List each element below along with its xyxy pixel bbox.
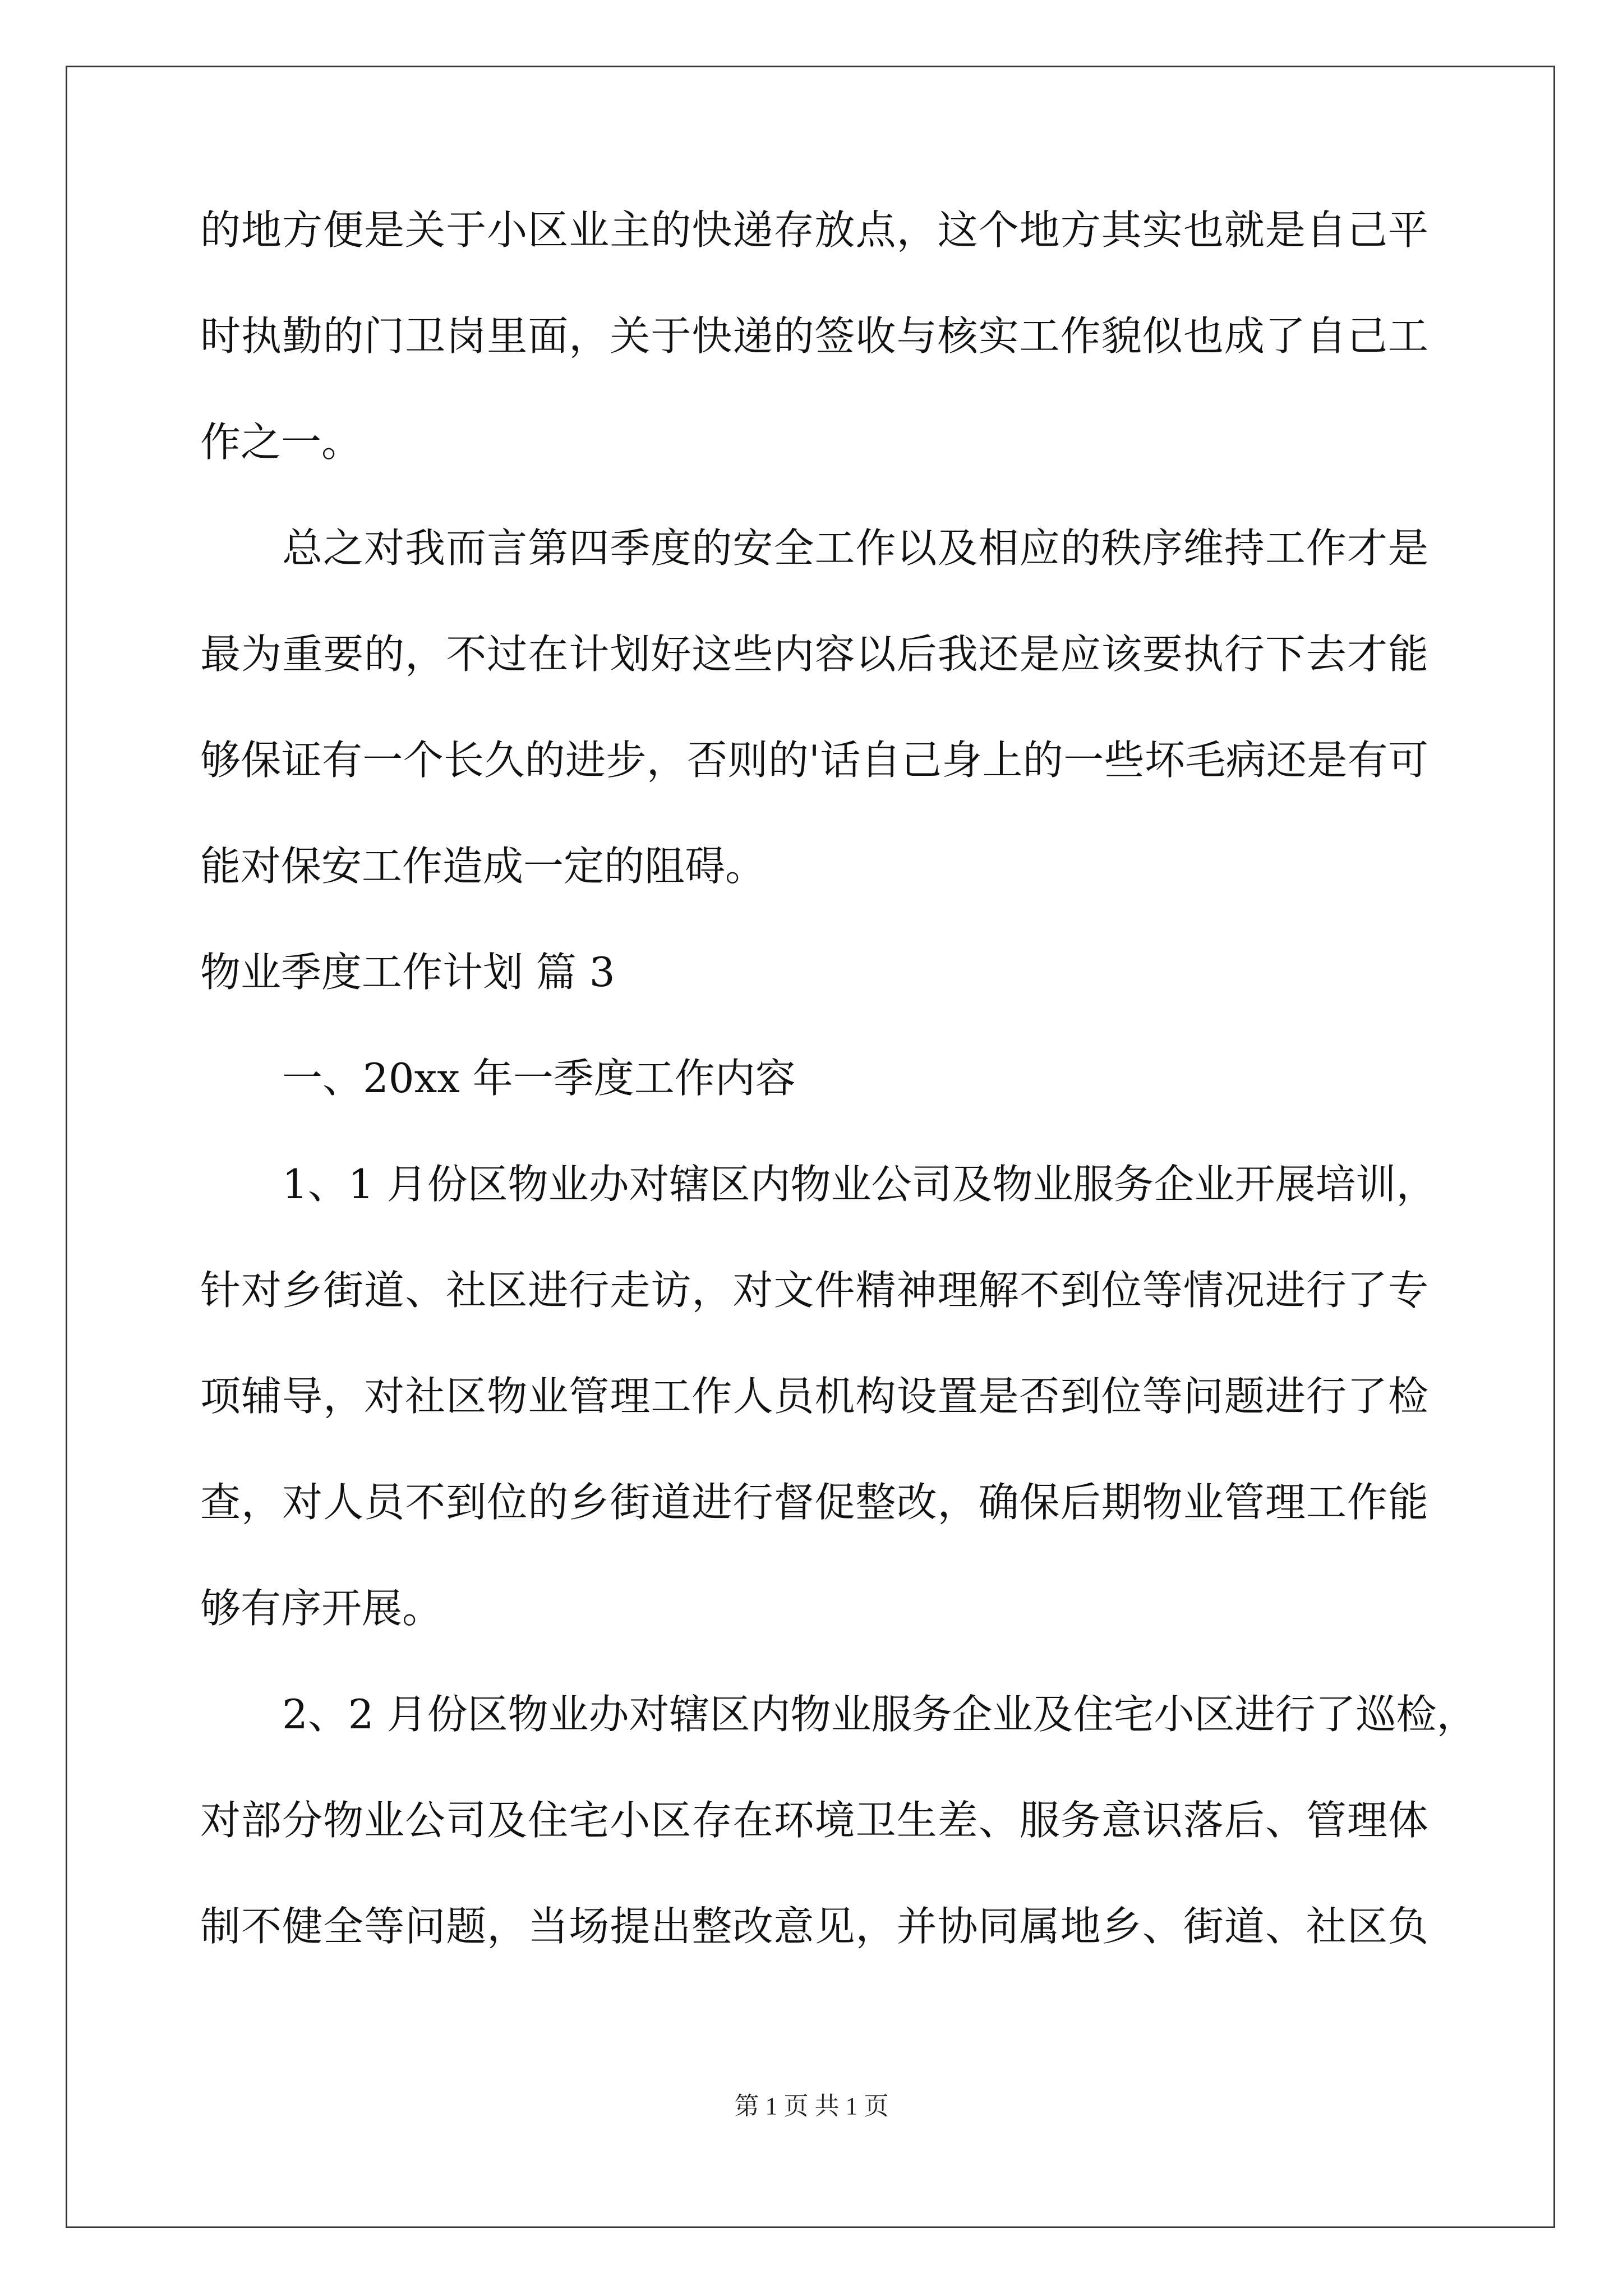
text-line: 够有序开展。	[200, 1585, 443, 1632]
text-line: 的地方便是关于小区业主的快递存放点，这个地方其实也就是自己平	[200, 206, 1428, 254]
paragraph-start: 1、1 月份区物业办对辖区内物业公司及物业服务企业开展培训，	[282, 1161, 1437, 1208]
paragraph-start: 总之对我而言第四季度的安全工作以及相应的秩序维持工作才是	[282, 524, 1428, 572]
text-line: 能对保安工作造成一定的阻碍。	[200, 843, 766, 890]
subsection-heading: 一、20xx 年一季度工作内容	[282, 1055, 796, 1102]
page-footer: 第 1 页 共 1 页	[734, 2092, 889, 2120]
text-line: 够保证有一个长久的进步，否则的'话自己身上的一些坏毛病还是有可	[200, 737, 1428, 784]
text-line: 对部分物业公司及住宅小区存在环境卫生差、服务意识落后、管理体	[200, 1797, 1428, 1844]
section-heading: 物业季度工作计划 篇 3	[200, 949, 615, 996]
text-line: 查，对人员不到位的乡街道进行督促整改，确保后期物业管理工作能	[200, 1479, 1428, 1526]
text-line: 针对乡街道、社区进行走访，对文件精神理解不到位等情况进行了专	[200, 1267, 1428, 1314]
text-line: 项辅导，对社区物业管理工作人员机构设置是否到位等问题进行了检	[200, 1373, 1428, 1420]
text-line: 时执勤的门卫岗里面，关于快递的签收与核实工作貌似也成了自己工	[200, 312, 1428, 360]
paragraph-start: 2、2 月份区物业办对辖区内物业服务企业及住宅小区进行了巡检，	[282, 1691, 1477, 1738]
text-line: 最为重要的，不过在计划好这些内容以后我还是应该要执行下去才能	[200, 631, 1428, 678]
text-line: 作之一。	[200, 418, 362, 466]
text-line: 制不健全等问题，当场提出整改意见，并协同属地乡、街道、社区负	[200, 1903, 1428, 1950]
